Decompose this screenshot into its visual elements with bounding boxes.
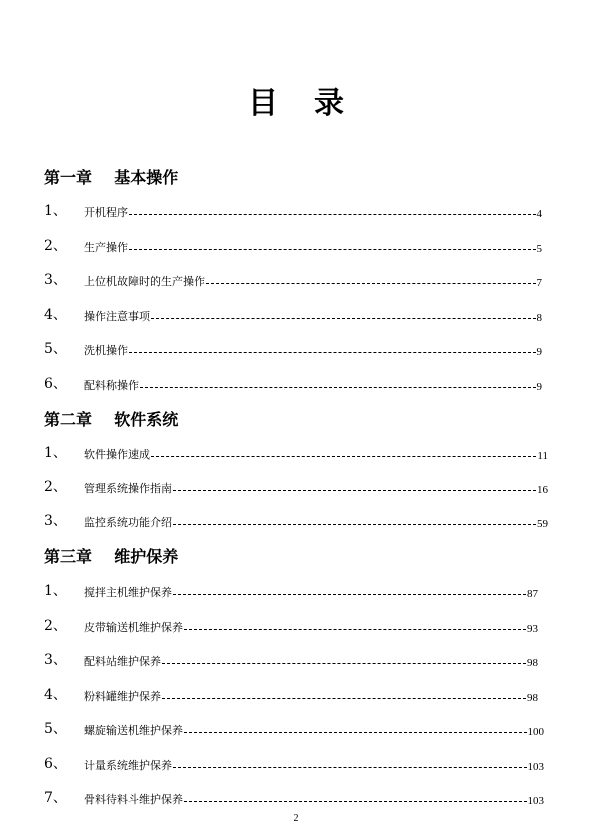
chapter-heading: 第三章 维护保养 [44,547,179,566]
dash-leader [162,698,526,699]
toc-entry[interactable] [44,375,542,393]
toc-entry-title: 计量系统维护保养 [84,759,172,772]
dash-leader [184,629,526,630]
toc-entry-page: 98 [527,657,538,669]
toc-entry-page: 93 [527,623,538,635]
toc-entry-page: 9 [536,381,542,393]
toc-entry-title: 软件操作速成 [84,448,150,461]
toc-entry[interactable] [44,755,544,773]
toc-entry-number: 7、 [44,790,67,806]
page-title: 目录 [248,86,380,121]
dash-leader [184,732,527,733]
toc-entry-number: 5、 [44,341,67,357]
chapter-heading: 第一章 基本操作 [44,168,179,187]
toc-entry[interactable] [44,686,538,704]
chapter-heading: 第二章 软件系统 [44,410,179,429]
toc-entry-title: 洗机操作 [84,344,128,357]
dash-leader [151,318,536,319]
toc-entry-page: 11 [537,450,548,462]
toc-entry[interactable] [44,582,538,600]
toc-entry[interactable] [44,512,548,530]
toc-entry-title: 骨料待料斗维护保养 [84,793,183,806]
dash-leader [173,490,536,491]
toc-entry-title: 粉料罐维护保养 [84,690,161,703]
toc-entry-number: 4、 [44,307,67,323]
toc-entry-number: 3、 [44,652,67,668]
toc-entry-number: 1、 [44,445,67,461]
dash-leader [206,283,536,284]
toc-entry-title: 螺旋输送机维护保养 [84,724,183,737]
toc-entry-page: 5 [536,243,542,255]
toc-entry[interactable] [44,340,542,358]
toc-entry-page: 7 [536,277,542,289]
dash-leader [129,352,536,353]
toc-entry-number: 2、 [44,238,67,254]
toc-entry-number: 3、 [44,272,67,288]
toc-entry[interactable] [44,651,538,669]
toc-entry-page: 59 [537,518,548,530]
toc-entry[interactable] [44,789,544,807]
dash-leader [173,524,536,525]
dash-leader [173,594,526,595]
toc-entry-page: 103 [527,795,544,807]
toc-entry-title: 监控系统功能介绍 [84,516,172,529]
toc-entry-number: 1、 [44,203,67,219]
toc-entry-page: 87 [527,588,538,600]
toc-entry-title: 配料站维护保养 [84,655,161,668]
toc-entry[interactable] [44,306,542,324]
toc-entry-number: 6、 [44,376,67,392]
toc-entry-title: 操作注意事项 [84,310,150,323]
toc-entry-page: 98 [527,692,538,704]
dash-leader [129,214,536,215]
toc-entry-title: 搅拌主机维护保养 [84,586,172,599]
toc-entry[interactable] [44,202,542,220]
toc-entry-title: 管理系统操作指南 [84,482,172,495]
toc-entry-number: 4、 [44,687,67,703]
toc-entry-title: 皮带输送机维护保养 [84,621,183,634]
toc-entry-page: 9 [536,346,542,358]
toc-entry-number: 1、 [44,583,67,599]
dash-leader [173,767,527,768]
dash-leader [140,387,536,388]
toc-entry-title: 上位机故障时的生产操作 [84,275,205,288]
toc-entry-title: 配料称操作 [84,379,139,392]
toc-entry-number: 3、 [44,513,67,529]
dash-leader [184,801,527,802]
toc-entry-title: 生产操作 [84,241,128,254]
toc-entry-page: 103 [527,761,544,773]
toc-entry-page: 8 [536,312,542,324]
toc-entry[interactable] [44,720,544,738]
toc-entry-page: 4 [536,208,542,220]
toc-entry-number: 2、 [44,618,67,634]
page-number: 2 [293,813,299,824]
toc-entry-page: 100 [527,726,544,738]
toc-entry-number: 5、 [44,721,67,737]
toc-entry-number: 2、 [44,479,67,495]
toc-entry[interactable] [44,271,542,289]
toc-entry-page: 16 [537,484,548,496]
toc-entry[interactable] [44,478,548,496]
dash-leader [162,663,526,664]
toc-entry-number: 6、 [44,756,67,772]
toc-entry[interactable] [44,444,548,462]
dash-leader [129,249,536,250]
toc-entry-title: 开机程序 [84,206,128,219]
dash-leader [151,456,536,457]
toc-entry[interactable] [44,237,542,255]
toc-entry[interactable] [44,617,538,635]
